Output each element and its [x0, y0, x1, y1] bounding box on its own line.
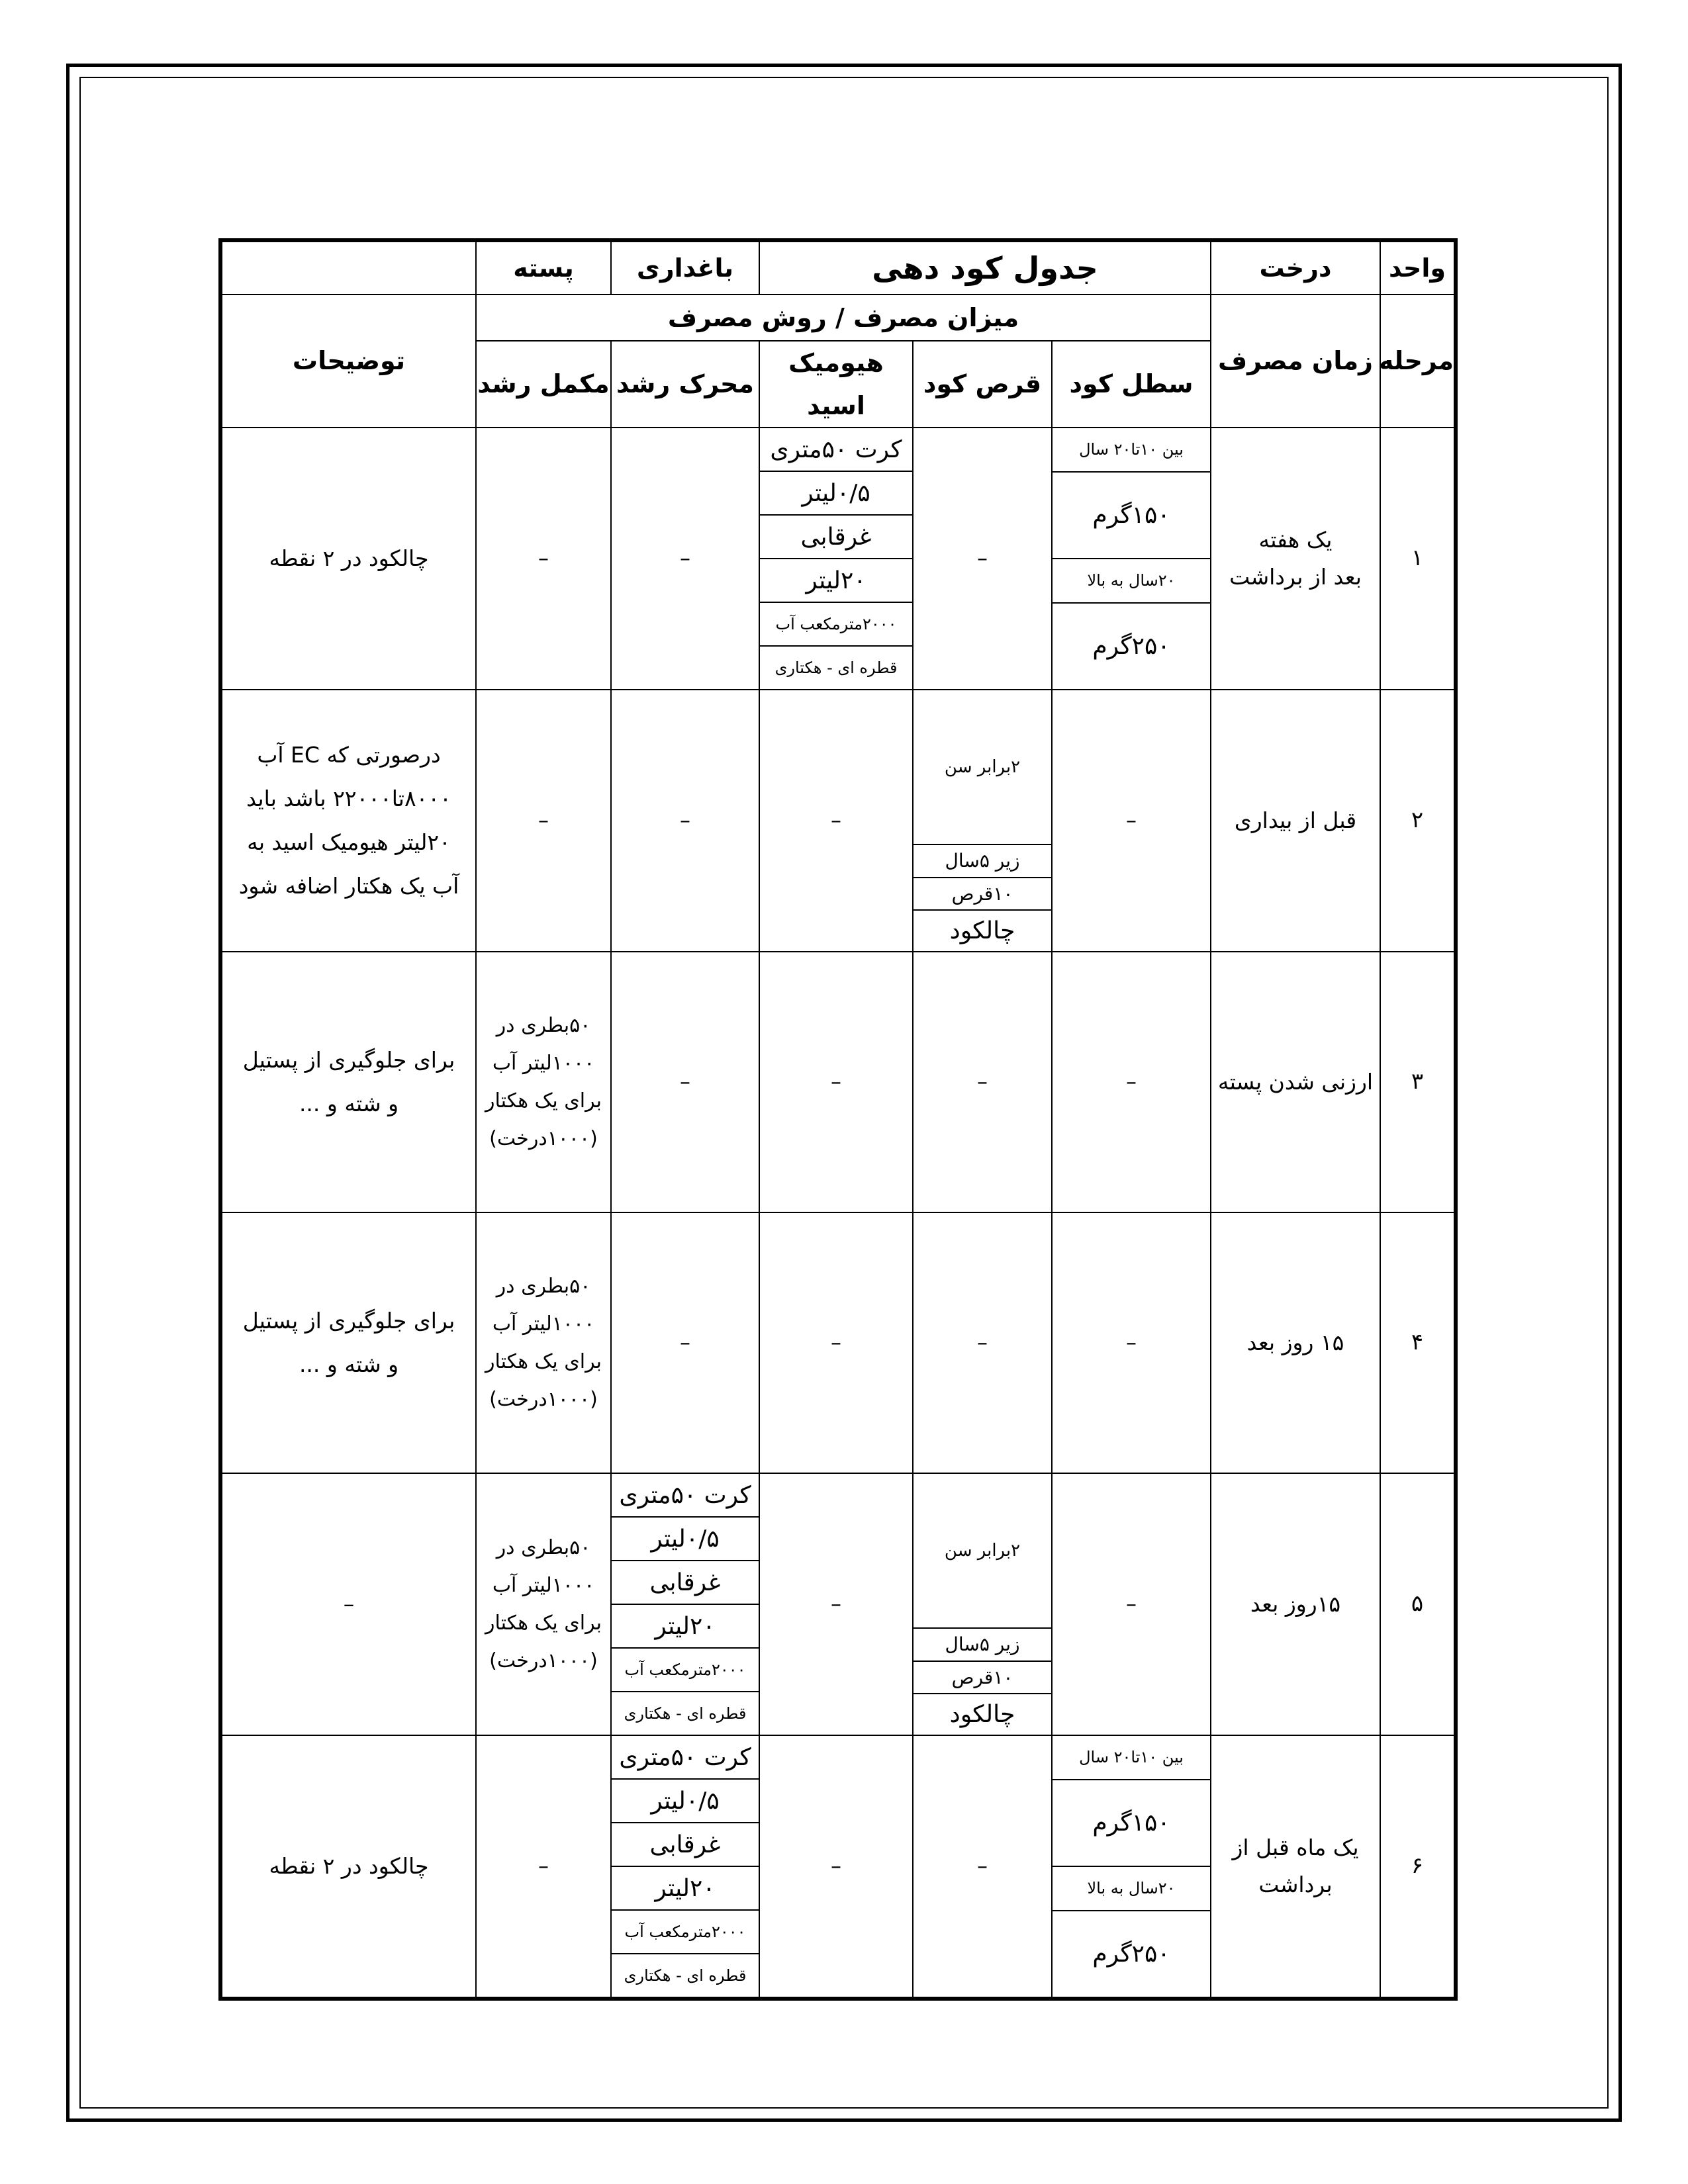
tablet-detail: ۱۰قرص	[914, 878, 1051, 911]
header-stage: مرحله	[1380, 295, 1456, 428]
cell-supplement	[476, 1212, 611, 1473]
header-category: باغداری	[611, 240, 759, 295]
stage-number: ۳	[1380, 952, 1456, 1212]
method-detail: ۰/۵لیتر	[760, 472, 912, 516]
empty-dash: –	[1126, 807, 1137, 833]
cell-supplement	[476, 1735, 611, 1999]
usage-time: یک هفته بعد از برداشت	[1211, 428, 1380, 690]
notes-cell	[220, 1735, 476, 1999]
notes-text: چالکود در ۲ نقطه	[269, 545, 429, 572]
cell-tablet	[913, 690, 1052, 952]
cell-tablet	[913, 1212, 1052, 1473]
cell-tablet	[913, 1735, 1052, 1999]
method-detail: ۲۰لیتر	[760, 559, 912, 603]
table-row	[220, 690, 1456, 952]
method-detail: ۲۰لیتر	[612, 1867, 759, 1911]
supplement-dose: ۵۰بطری در ۱۰۰۰لیتر آب برای یک هکتار (۱۰۰۰درخت)	[485, 1275, 602, 1412]
tablet-detail: چالکود	[949, 1701, 1015, 1729]
stage-number: ۱	[1380, 428, 1456, 690]
stage-number: ۴	[1380, 1212, 1456, 1473]
tablet-detail: زیر ۵سال	[914, 1629, 1051, 1662]
empty-dash: –	[831, 1330, 841, 1355]
cell-growth	[611, 952, 759, 1212]
notes-cell	[220, 1212, 476, 1473]
notes-cell	[220, 690, 476, 952]
age-range: بین ۱۰تا۲۰ سال	[1053, 428, 1210, 473]
header-amount-method: میزان مصرف / روش مصرف	[476, 295, 1211, 341]
empty-dash: –	[538, 545, 549, 571]
cell-supplement	[476, 1473, 611, 1735]
tablet-detail: چالکود	[949, 917, 1015, 945]
empty-dash: –	[977, 1853, 988, 1879]
header-time: زمان مصرف	[1211, 295, 1380, 428]
usage-time: ۱۵روز بعد	[1211, 1473, 1380, 1735]
cell-bucket	[1052, 952, 1211, 1212]
method-detail: ۰/۵لیتر	[612, 1518, 759, 1561]
table-title: جدول کود دهی	[759, 240, 1211, 295]
method-detail: ۲۰لیتر	[612, 1605, 759, 1649]
header-col-tablet: قرص کود	[913, 341, 1052, 428]
method-detail: کرت ۵۰متری	[612, 1736, 759, 1780]
header-crop: پسته	[476, 240, 611, 295]
cell-supplement	[476, 690, 611, 952]
cell-humic	[759, 1735, 913, 1999]
cell-growth	[611, 428, 759, 690]
usage-time: قبل از بیداری	[1211, 690, 1380, 952]
tablet-detail: ۱۰قرص	[914, 1662, 1051, 1695]
method-detail: غرقابی	[612, 1823, 759, 1867]
cell-bucket	[1052, 428, 1211, 690]
method-detail: ۲۰۰۰مترمکعب آب	[760, 603, 912, 647]
method-detail: غرقابی	[760, 516, 912, 559]
table-row	[220, 1735, 1456, 1999]
stage-number: ۶	[1380, 1735, 1456, 1999]
table-row	[220, 952, 1456, 1212]
notes-text: –	[343, 1591, 355, 1617]
notes-cell	[220, 1473, 476, 1735]
dose-amount: ۱۵۰گرم	[1053, 1780, 1210, 1867]
method-detail: قطره ای - هکتاری	[774, 658, 898, 677]
age-range: ۲۰سال به بالا	[1053, 559, 1210, 604]
dose-amount: ۲۵۰گرم	[1092, 633, 1170, 660]
cell-humic	[759, 1473, 913, 1735]
header-tree: درخت	[1211, 240, 1380, 295]
method-detail: قطره ای - هکتاری	[624, 1966, 747, 1985]
method-detail: ۲۰۰۰مترمکعب آب	[612, 1911, 759, 1954]
cell-humic	[759, 690, 913, 952]
cell-supplement	[476, 428, 611, 690]
cell-bucket	[1052, 1735, 1211, 1999]
header-col-bucket: سطل کود	[1052, 341, 1211, 428]
method-detail: ۰/۵لیتر	[612, 1780, 759, 1823]
empty-dash: –	[831, 807, 841, 833]
header-col-growth: محرک رشد	[611, 341, 759, 428]
tablet-dose: ۲برابر سن	[914, 1474, 1051, 1629]
usage-time: یک ماه قبل از برداشت	[1211, 1735, 1380, 1999]
dose-amount: ۱۵۰گرم	[1053, 473, 1210, 559]
notes-text: برای جلوگیری از پستیل و شته و ...	[242, 1047, 455, 1117]
stage-number: ۲	[1380, 690, 1456, 952]
empty-dash: –	[680, 807, 690, 833]
method-detail: غرقابی	[612, 1561, 759, 1605]
method-detail: کرت ۵۰متری	[760, 428, 912, 472]
notes-text: چالکود در ۲ نقطه	[269, 1853, 429, 1880]
fertilizing-table	[218, 238, 1458, 2001]
tablet-dose: ۲برابر سن	[914, 690, 1051, 845]
notes-cell	[220, 952, 476, 1212]
cell-growth	[611, 1735, 759, 1999]
empty-dash: –	[831, 1853, 841, 1879]
header-col-supplement: مکمل رشد	[476, 341, 611, 428]
cell-tablet	[913, 952, 1052, 1212]
table-row	[220, 1212, 1456, 1473]
cell-growth	[611, 690, 759, 952]
notes-text: برای جلوگیری از پستیل و شته و ...	[242, 1308, 455, 1378]
empty-dash: –	[1126, 1591, 1137, 1617]
method-detail: ۲۰۰۰مترمکعب آب	[612, 1649, 759, 1692]
cell-humic	[759, 428, 913, 690]
cell-tablet	[913, 1473, 1052, 1735]
cell-growth	[611, 1473, 759, 1735]
usage-time: ارزنی شدن پسته	[1211, 952, 1380, 1212]
empty-dash: –	[831, 1069, 841, 1095]
cell-humic	[759, 952, 913, 1212]
empty-dash: –	[831, 1591, 841, 1617]
header-unit: واحد	[1380, 240, 1456, 295]
cell-bucket	[1052, 1473, 1211, 1735]
empty-dash: –	[680, 1330, 690, 1355]
empty-dash: –	[680, 545, 690, 571]
notes-cell	[220, 428, 476, 690]
empty-dash: –	[680, 1069, 690, 1095]
age-range: بین ۱۰تا۲۰ سال	[1053, 1736, 1210, 1780]
method-detail: کرت ۵۰متری	[612, 1474, 759, 1518]
empty-dash: –	[977, 1069, 988, 1095]
tablet-detail: زیر ۵سال	[914, 845, 1051, 878]
table-row	[220, 1473, 1456, 1735]
header-notes: توضیحات	[220, 295, 476, 428]
table-row	[220, 428, 1456, 690]
cell-humic	[759, 1212, 913, 1473]
age-range: ۲۰سال به بالا	[1053, 1867, 1210, 1911]
header-empty-cell	[220, 240, 476, 295]
supplement-dose: ۵۰بطری در ۱۰۰۰لیتر آب برای یک هکتار (۱۰۰۰درخت)	[485, 1014, 602, 1151]
cell-bucket	[1052, 1212, 1211, 1473]
method-detail: قطره ای - هکتاری	[624, 1704, 747, 1723]
header-col-humic: هیومیک اسید	[759, 341, 913, 428]
dose-amount: ۲۵۰گرم	[1092, 1940, 1170, 1968]
stage-number: ۵	[1380, 1473, 1456, 1735]
supplement-dose: ۵۰بطری در ۱۰۰۰لیتر آب برای یک هکتار (۱۰۰۰درخت)	[485, 1536, 602, 1673]
empty-dash: –	[538, 1853, 549, 1879]
cell-growth	[611, 1212, 759, 1473]
usage-time: ۱۵ روز بعد	[1211, 1212, 1380, 1473]
empty-dash: –	[977, 1330, 988, 1355]
cell-supplement	[476, 952, 611, 1212]
cell-tablet	[913, 428, 1052, 690]
notes-text: درصورتی که EC آب ۸۰۰۰تا۲۲۰۰۰ باشد باید ۲۰لیتر هیومیک اسید به آب یک هکتار اضافه شود	[238, 742, 459, 899]
empty-dash: –	[538, 807, 549, 833]
empty-dash: –	[1126, 1330, 1137, 1355]
empty-dash: –	[977, 545, 988, 571]
empty-dash: –	[1126, 1069, 1137, 1095]
cell-bucket	[1052, 690, 1211, 952]
